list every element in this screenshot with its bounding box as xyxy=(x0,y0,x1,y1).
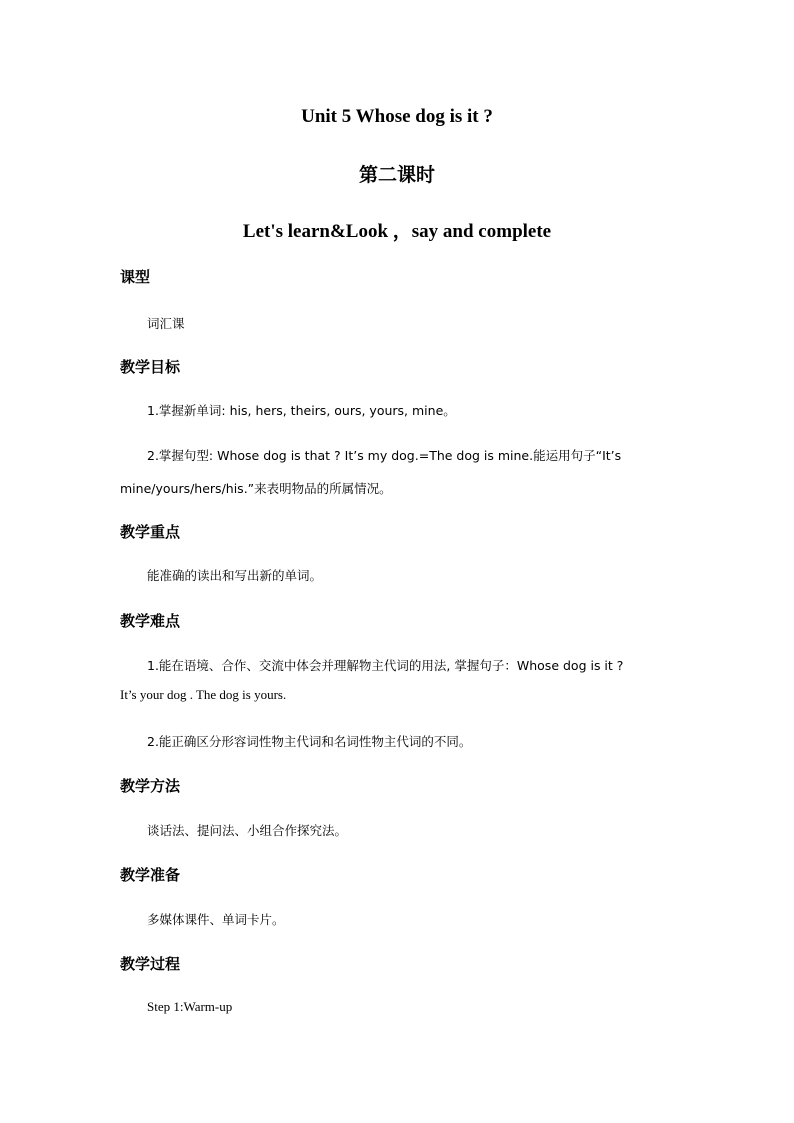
process-step-1: Step 1:Warm-up xyxy=(147,999,233,1014)
heading-difficulties: 教学难点 xyxy=(120,612,181,630)
lesson-title: Let's learn&Look ，say and complete xyxy=(242,221,552,242)
unit-title: Unit 5 Whose dog is it ? xyxy=(301,106,493,127)
difficulty-2: 2.能正确区分形容词性物主代词和名词性物主代词的不同。 xyxy=(147,734,472,749)
key-points-text: 能准确的读出和写出新的单词。 xyxy=(147,568,323,583)
objective-2: 2.掌握句型: Whose dog is that ? It’s my dog.=The dog is mine.能运用句子“It’s xyxy=(147,448,622,463)
heading-preparation: 教学准备 xyxy=(120,866,181,884)
difficulty-1: 1.能在语境、合作、交流中体会并理解物主代词的用法, 掌握句子：Whose dog is it ? xyxy=(147,658,624,673)
lesson-period: 第二课时 xyxy=(358,164,435,186)
lesson-type-text: 词汇课 xyxy=(147,316,185,331)
heading-lesson-type: 课型 xyxy=(120,268,151,286)
objective-2-cont: mine/yours/hers/his.”来表明物品的所属情况。 xyxy=(120,481,392,496)
preparation-text: 多媒体课件、单词卡片。 xyxy=(147,912,285,927)
heading-objectives: 教学目标 xyxy=(120,358,181,376)
methods-text: 谈话法、提问法、小组合作探究法。 xyxy=(147,823,348,838)
heading-methods: 教学方法 xyxy=(120,777,181,795)
heading-key-points: 教学重点 xyxy=(120,523,181,541)
heading-process: 教学过程 xyxy=(120,955,181,973)
objective-1: 1.掌握新单词: his, hers, theirs, ours, yours, mine。 xyxy=(147,403,456,418)
difficulty-1-cont: It’s your dog . The dog is yours. xyxy=(120,687,287,702)
